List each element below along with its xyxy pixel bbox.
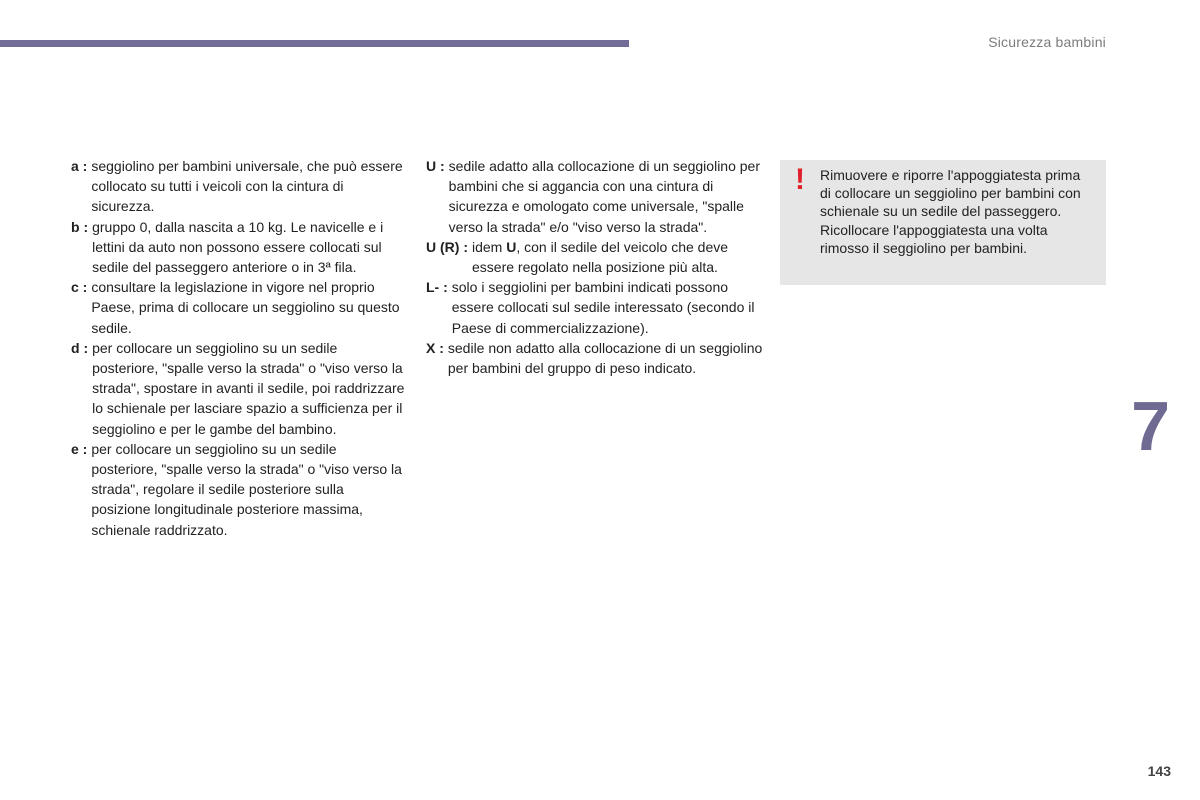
definition-item bbox=[71, 338, 406, 439]
exclamation-icon: ! bbox=[795, 163, 805, 196]
definition-text: seggiolino per bambini universale, che può essere collocato su tutti i veicoli con la cintura di sicurezza. bbox=[91, 158, 403, 215]
warning-box bbox=[780, 160, 1106, 285]
definition-text: sedile adatto alla collocazione di un seggiolino per bambini che si aggancia con una cintura di sicurezza e omologato come universale, "spalle verso la strada" e/o "viso verso la strada". bbox=[448, 158, 760, 235]
definition-term: U : bbox=[426, 158, 445, 174]
definition-term: L- : bbox=[426, 279, 448, 296]
chapter-number: 7 bbox=[1131, 387, 1170, 465]
definition-bold-ref: U bbox=[506, 238, 517, 255]
definition-text: sedile non adatto alla collocazione di un seggiolino per bambini del gruppo di peso indicato. bbox=[447, 339, 763, 377]
middle-column bbox=[426, 156, 766, 378]
definition-item-u bbox=[426, 156, 766, 237]
definition-text-after: , con il sedile del veicolo che deve essere regolato nella posizione più alta. bbox=[472, 238, 729, 276]
definition-text-before: idem bbox=[472, 238, 507, 255]
section-title: Sicurezza bambini bbox=[988, 34, 1106, 50]
definition-text: consultare la legislazione in vigore nel proprio Paese, prima di collocare un seggiolino su questo sedile. bbox=[91, 279, 400, 336]
definition-item bbox=[71, 277, 406, 338]
definition-item-ur bbox=[426, 237, 766, 277]
definition-item bbox=[71, 217, 406, 278]
definition-item-l bbox=[426, 277, 766, 338]
definition-term: U (R) : bbox=[426, 238, 468, 255]
left-column bbox=[71, 156, 406, 540]
definition-term: X : bbox=[426, 339, 444, 356]
definition-text: per collocare un seggiolino su un sedile posteriore, "spalle verso la strada" o "viso verso la strada", regolare il sedile posteriore sulla posizione longitudinale posteriore massima, schienale raddrizzato. bbox=[91, 440, 402, 538]
definition-item bbox=[71, 439, 406, 540]
definition-item-x bbox=[426, 338, 766, 378]
page-number: 143 bbox=[1147, 763, 1171, 779]
definition-text: solo i seggiolini per bambini indicati possono essere collocati sul sedile interessato (secondo il Paese di commercializzazione). bbox=[451, 279, 755, 336]
definition-text bbox=[472, 237, 766, 277]
definition-text: gruppo 0, dalla nascita a 10 kg. Le navicelle e i lettini da auto non possono essere collocati sul sedile del passeggero anteriore o in 3ª fila. bbox=[92, 218, 384, 276]
definition-term: d : bbox=[71, 339, 89, 356]
definition-item bbox=[71, 156, 406, 217]
header-rule bbox=[0, 40, 629, 47]
definition-term: b : bbox=[71, 218, 89, 235]
warning-text: Rimuovere e riporre l'appoggiatesta prima di collocare un seggiolino per bambini con schienale su un sedile del passeggero. Ricollocare l'appoggiatesta una volta rimosso il seggiolino per bambini. bbox=[820, 167, 1081, 256]
definition-term: a : bbox=[71, 158, 88, 174]
definition-term: e : bbox=[71, 440, 88, 457]
definition-term: c : bbox=[71, 279, 88, 296]
definition-text: per collocare un seggiolino su un sedile posteriore, "spalle verso la strada" o "viso verso la strada", spostare in avanti il sedile, poi raddrizzare lo schienale per lasciare spazio a sufficienza per il seggiolino e per le gambe del bambino. bbox=[92, 339, 405, 437]
